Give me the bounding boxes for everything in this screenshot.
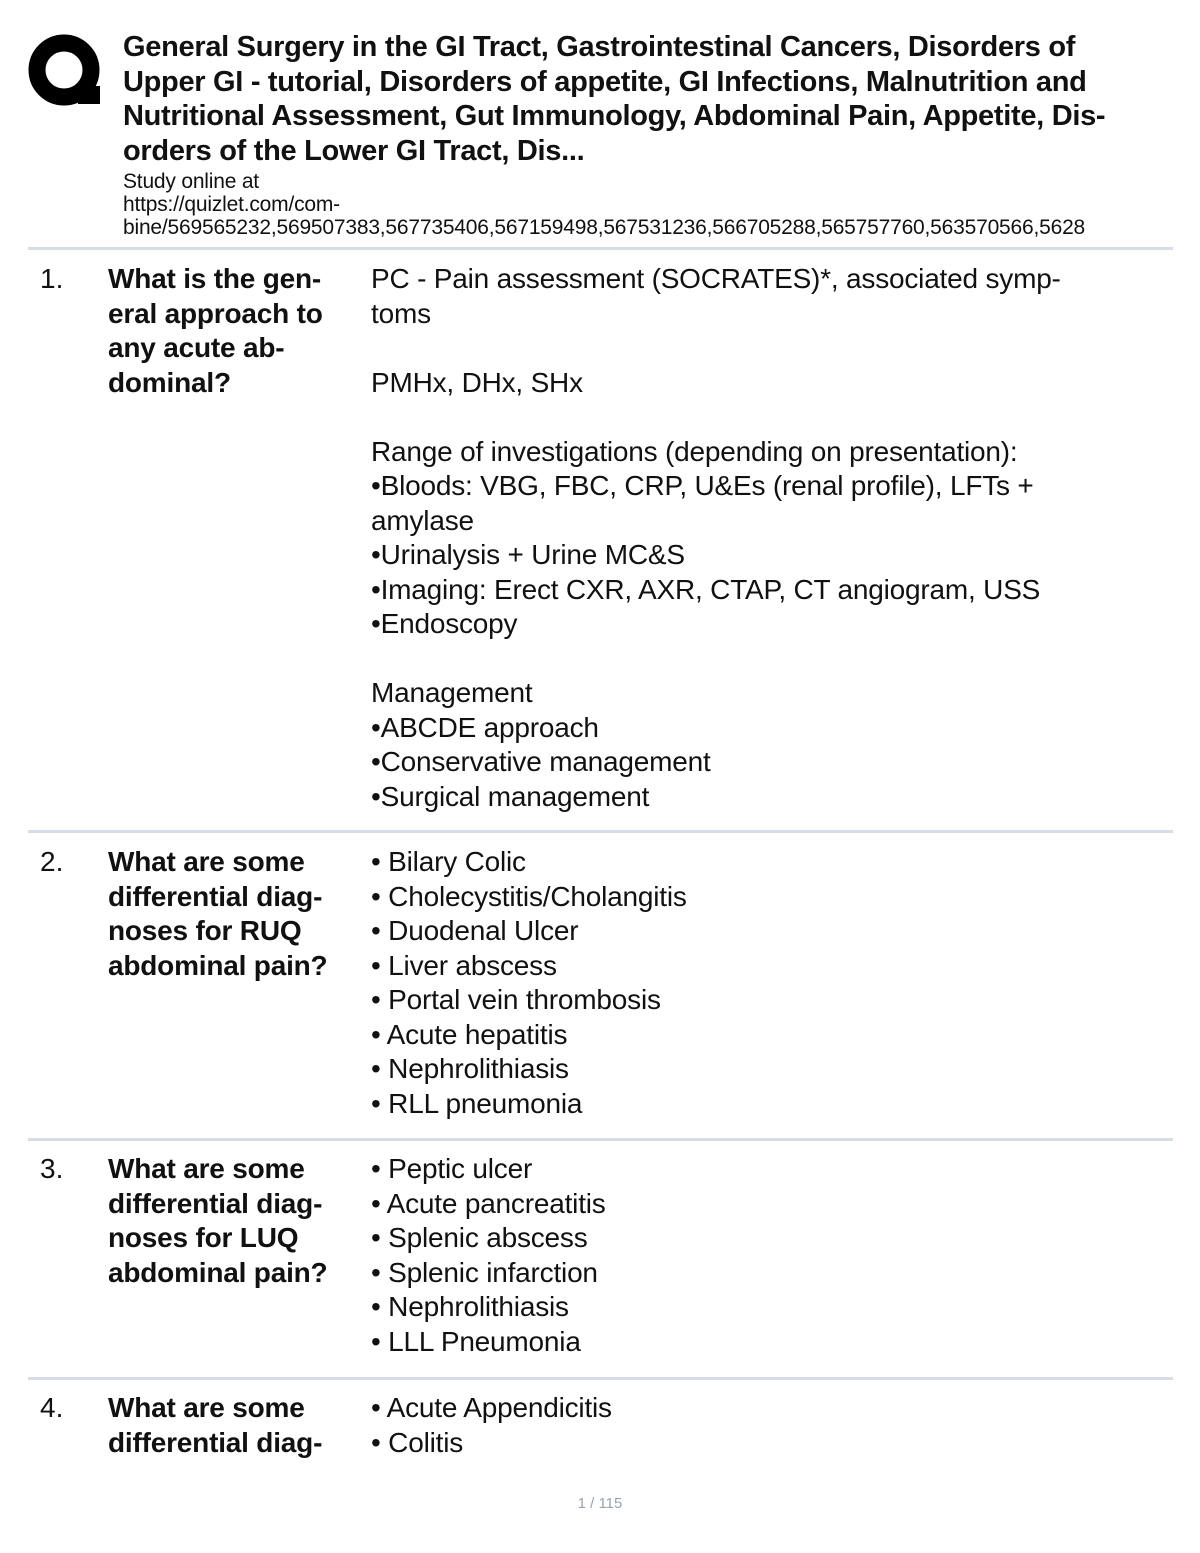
study-online-link[interactable]: Study online at https://quizlet.com/com- bine/569565232,569507383,567735406,567159498,567531236,566705288,565757760,563570566,5628 [123,170,1086,239]
card-number: 3. [40,1153,64,1184]
document-title: General Surgery in the GI Tract, Gastrointestinal Cancers, Disorders of Upper GI - tutorial, Disorders of appetite, GI Infections, Malnutrition and Nutritional Assessment, Gut Immunology, Abdominal Pain, Appetite, Dis- orders of the Lower GI Tract, Dis... [123,31,1106,167]
page-indicator: 1 / 115 [577,1495,623,1512]
card-divider [28,1377,1173,1380]
card-number: 2. [40,846,64,877]
card-definition: PC - Pain assessment (SOCRATES)*, associated symp- toms PMHx, DHx, SHx Range of investigations (depending on presentation): •Bloods: VBG, FBC, CRP, U&Es (renal profile), LFTs + amylase •Urinalysis + Urine MC&S •Imaging: Erect CXR, AXR, CTAP, CT angiogram, USS •Endoscopy Management •ABCDE approach •Conservative management •Surgical management [371,263,1061,812]
card-term: What are some differential diag- noses for LUQ abdominal pain? [108,1153,328,1288]
card-definition: • Bilary Colic • Cholecystitis/Cholangitis • Duodenal Ulcer • Liver abscess • Portal vein thrombosis • Acute hepatitis • Nephrolithiasis • RLL pneumonia [371,846,687,1119]
card-number: 1. [40,263,64,294]
quizlet-logo-icon [28,34,104,110]
document-header [28,30,1200,242]
card-term: What are some differential diag- noses for RUQ abdominal pain? [108,846,328,981]
header-divider [28,247,1173,250]
card-number: 4. [40,1392,64,1423]
card-definition: • Acute Appendicitis • Colitis [371,1392,612,1458]
card-definition: • Peptic ulcer • Acute pancreatitis • Splenic abscess • Splenic infarction • Nephrolithiasis • LLL Pneumonia [371,1153,606,1357]
card-divider [28,1138,1173,1141]
card-term: What are some differential diag- [108,1392,323,1458]
card-divider [28,830,1173,833]
card-term: What is the gen- eral approach to any acute ab- dominal? [108,263,323,398]
